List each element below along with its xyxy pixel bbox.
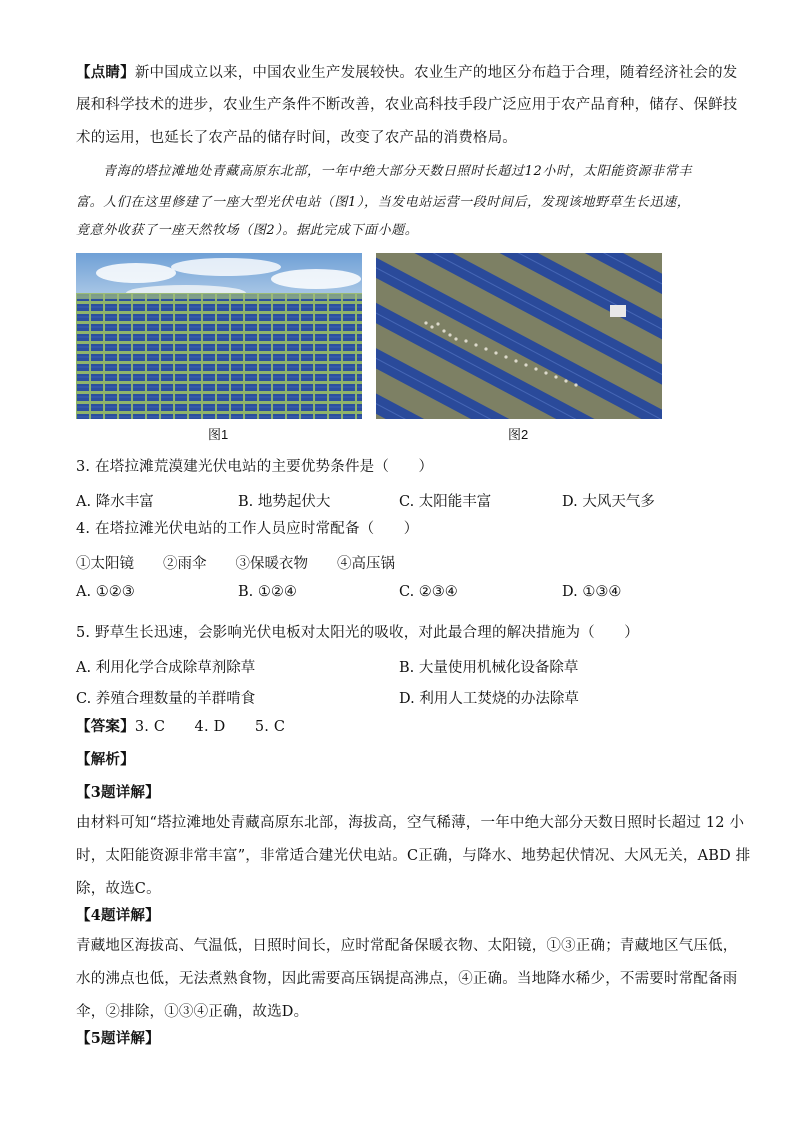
question-4-stem: 4. 在塔拉滩光伏电站的工作人员应时常配备（ ） bbox=[76, 521, 419, 537]
material-line-2: 富。人们在这里修建了一座大型光伏电站（图1），当发电站运营一段时间后，发现该地野草生长迅速， bbox=[76, 195, 691, 210]
dianjing-line-2: 展和科学技术的进步，农业生产条件不断改善，农业高科技手段广泛应用于农产品育种，储存、保鲜技 bbox=[76, 97, 738, 113]
q3-option-c: C. 太阳能丰富 bbox=[399, 494, 492, 510]
detail-4-line-1: 青藏地区海拔高、气温低，日照时间长，应时常配备保暖衣物、太阳镜，①③正确；青藏地区气压低， bbox=[76, 938, 738, 954]
q4-option-a: A. ①②③ bbox=[76, 584, 135, 600]
q4-option-d: D. ①③④ bbox=[562, 584, 622, 600]
figure-1-image bbox=[76, 253, 362, 419]
answer-text: 3. C 4. D 5. C bbox=[134, 719, 286, 735]
answer-line bbox=[76, 710, 716, 744]
detail-3-tag: 【3题详解】 bbox=[76, 784, 160, 801]
q5-option-a: A. 利用化学合成除草剂除草 bbox=[76, 660, 256, 676]
material-line-1: 青海的塔拉滩地处青藏高原东北部，一年中绝大部分天数日照时长超过12小时，太阳能资源非常丰 bbox=[103, 164, 692, 179]
detail-5-tag: 【5题详解】 bbox=[76, 1030, 160, 1047]
detail-3-line-2: 时，太阳能资源非常丰富”，非常适合建光伏电站。C正确，与降水、地势起伏情况、大风无关，ABD 排 bbox=[76, 848, 751, 864]
detail-4-tag: 【4题详解】 bbox=[76, 907, 160, 924]
q5-option-c: C. 养殖合理数量的羊群啃食 bbox=[76, 691, 256, 707]
q3-option-b: B. 地势起伏大 bbox=[238, 494, 331, 510]
q4-items: ①太阳镜 ②雨伞 ③保暖衣物 ④高压锅 bbox=[76, 556, 395, 572]
analysis-tag: 【解析】 bbox=[76, 751, 135, 768]
detail-3-line-1: 由材料可知“塔拉滩地处青藏高原东北部，海拔高，空气稀薄，一年中绝大部分天数日照时长超过 12 小 bbox=[76, 815, 745, 831]
figure-2-caption: 图2 bbox=[508, 427, 529, 442]
q5-option-d: D. 利用人工焚烧的办法除草 bbox=[399, 691, 579, 707]
dianjing-line-1: 【点睛】新中国成立以来，中国农业生产发展较快。农业生产的地区分布趋于合理，随着经济社会的发 bbox=[76, 64, 738, 81]
detail-4-line-3: 伞，②排除，①③④正确，故选D。 bbox=[76, 1004, 309, 1020]
dianjing-line-3: 术的运用，也延长了农产品的储存时间，改变了农产品的消费格局。 bbox=[76, 130, 517, 146]
material-line-3: 竟意外收获了一座天然牧场（图2）。据此完成下面小题。 bbox=[76, 223, 419, 238]
figure-1-caption: 图1 bbox=[208, 427, 229, 442]
q3-option-d: D. 大风天气多 bbox=[562, 494, 655, 510]
q3-option-a: A. 降水丰富 bbox=[76, 494, 154, 510]
q4-option-c: C. ②③④ bbox=[399, 584, 458, 600]
question-5-stem: 5. 野草生长迅速，会影响光伏电板对太阳光的吸收，对此最合理的解决措施为（ ） bbox=[76, 625, 639, 641]
q5-option-b: B. 大量使用机械化设备除草 bbox=[399, 660, 579, 676]
detail-4-line-2: 水的沸点也低，无法煮熟食物，因此需要高压锅提高沸点，④正确。当地降水稀少，不需要时常配备雨 bbox=[76, 971, 738, 987]
q4-option-b: B. ①②④ bbox=[238, 584, 297, 600]
dianjing-tag: 【点睛】 bbox=[76, 64, 135, 81]
question-3-stem: 3. 在塔拉滩荒漠建光伏电站的主要优势条件是（ ） bbox=[76, 459, 434, 475]
detail-3-line-3: 除，故选C。 bbox=[76, 881, 161, 897]
answer-tag: 【答案】 bbox=[76, 718, 135, 735]
figure-2-image bbox=[376, 253, 662, 419]
